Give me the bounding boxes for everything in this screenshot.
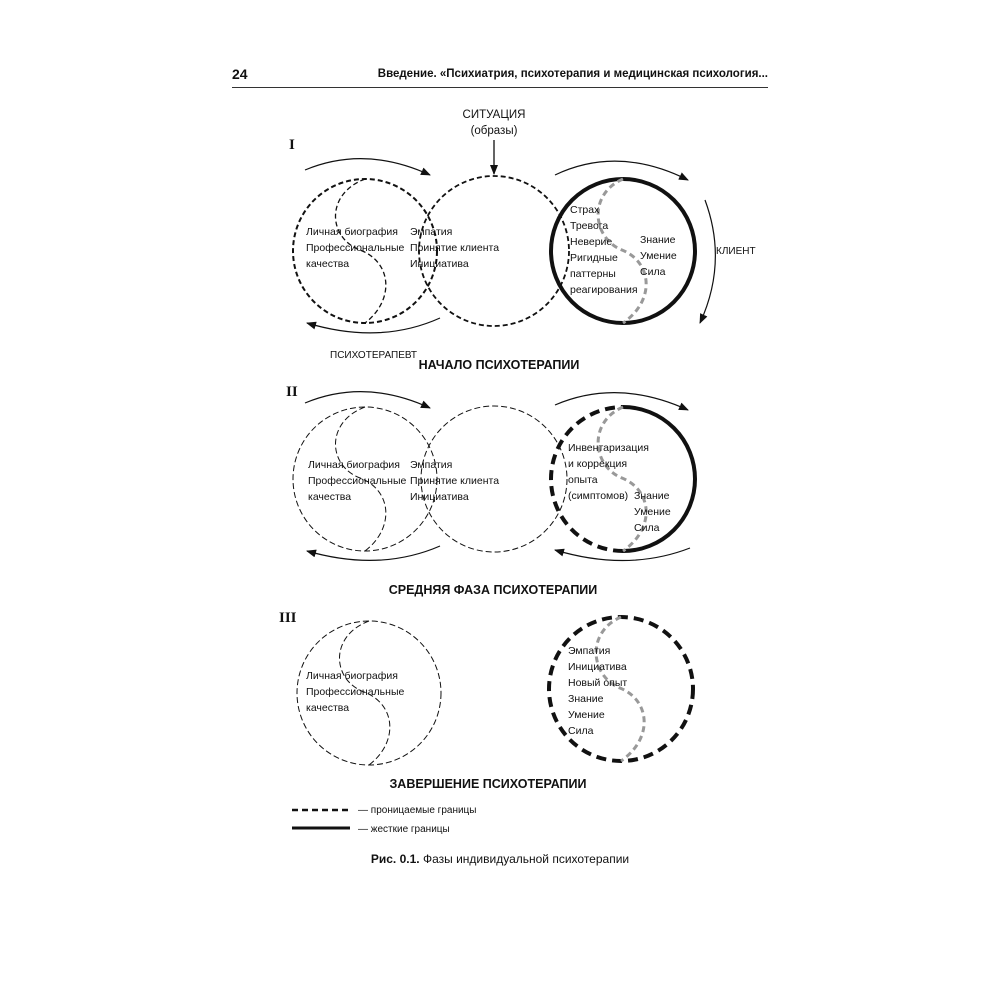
phase-3-client-line: Инициатива <box>568 661 627 673</box>
page-number: 24 <box>232 66 248 82</box>
phase-2-numeral: II <box>286 384 298 400</box>
legend <box>292 805 476 835</box>
client-yinyang-curve <box>596 617 644 761</box>
phase-2-client-left-line: Инвентаризация <box>568 442 649 454</box>
phase-2-shared-line: Эмпатия <box>410 459 453 471</box>
figure-caption <box>0 852 1000 866</box>
situation-sublabel: (образы) <box>470 125 518 137</box>
caption-text: Фазы индивидуальной психотерапии <box>422 852 630 866</box>
legend-rigid-label: — жесткие границы <box>358 824 450 835</box>
therapist-bottom-arrow <box>307 318 440 333</box>
phase-1-client-left-line: Ригидные <box>570 252 618 264</box>
phase-1-client-left-line: Страх <box>570 204 600 216</box>
phase-3 <box>279 610 693 791</box>
phase-2-shared-line: Инициатива <box>410 491 469 503</box>
phase-1-shared-line: Эмпатия <box>410 226 453 238</box>
caption-label: Рис. 0.1. <box>370 852 420 866</box>
therapist-label: ПСИХОТЕРАПЕВТ <box>330 350 418 361</box>
therapist-top-arrow <box>305 159 430 175</box>
phase-3-client-line: Знание <box>568 693 604 705</box>
phase-2-client-left-line: и коррекция <box>568 458 628 470</box>
phase-2-therapist-line: Профессиональные <box>308 475 407 487</box>
legend-permeable-label: — проницаемые границы <box>358 805 477 816</box>
phase-1 <box>289 109 756 372</box>
phase-1-shared-line: Принятие клиента <box>410 242 500 254</box>
phase-1-client-right-line: Знание <box>640 234 676 246</box>
phase-2 <box>286 384 695 597</box>
phase-2-client-right-line: Знание <box>634 490 670 502</box>
phase-1-therapist-line: Профессиональные <box>306 242 405 254</box>
phase-1-client-left-line: реагирования <box>570 284 638 296</box>
phase-3-therapist-line: Профессиональные <box>306 686 405 698</box>
phase-2-therapist-line: качества <box>308 491 352 503</box>
phase-1-client-left-line: паттерны <box>570 268 616 280</box>
client-label: КЛИЕНТ <box>716 246 756 257</box>
therapist-top-arrow <box>305 392 430 408</box>
therapist-bottom-arrow <box>307 546 440 560</box>
phase-1-shared-line: Инициатива <box>410 258 469 270</box>
phase-2-therapist-line: Личная биография <box>308 459 400 471</box>
phase-3-numeral: III <box>279 610 297 626</box>
phase-3-client-line: Умение <box>568 709 605 721</box>
phase-1-client-right-line: Сила <box>640 266 666 278</box>
phase-1-therapist-line: Личная биография <box>306 226 398 238</box>
client-yinyang-curve <box>598 179 646 323</box>
phase-3-therapist-line: качества <box>306 702 350 714</box>
phase-2-client-right-line: Умение <box>634 506 671 518</box>
phase-3-client-line: Сила <box>568 725 594 737</box>
phase-2-client-left-line: (симптомов) <box>568 490 629 502</box>
phase-3-therapist-line: Личная биография <box>306 670 398 682</box>
phase-2-title: СРЕДНЯЯ ФАЗА ПСИХОТЕРАПИИ <box>388 583 598 597</box>
situation-label: СИТУАЦИЯ <box>462 109 526 121</box>
phase-1-client-left-line: Тревога <box>570 220 609 232</box>
phase-1-client-right-line: Умение <box>640 250 677 262</box>
phase-1-therapist-line: качества <box>306 258 350 270</box>
phase-3-client-line: Новый опыт <box>568 677 628 689</box>
phase-1-client-left-line: Неверие <box>570 236 613 248</box>
phase-1-title: НАЧАЛО ПСИХОТЕРАПИИ <box>418 358 580 372</box>
phase-1-numeral: I <box>289 137 295 153</box>
phase-3-client-line: Эмпатия <box>568 645 611 657</box>
phase-2-client-left-line: опыта <box>568 474 598 486</box>
phase-2-client-right-line: Сила <box>634 522 660 534</box>
phase-3-title: ЗАВЕРШЕНИЕ ПСИХОТЕРАПИИ <box>389 777 587 791</box>
phase-2-shared-line: Принятие клиента <box>410 475 500 487</box>
running-head: Введение. «Психиатрия, психотерапия и медицинская психология... <box>377 68 768 80</box>
client-side-arrow <box>700 200 715 323</box>
